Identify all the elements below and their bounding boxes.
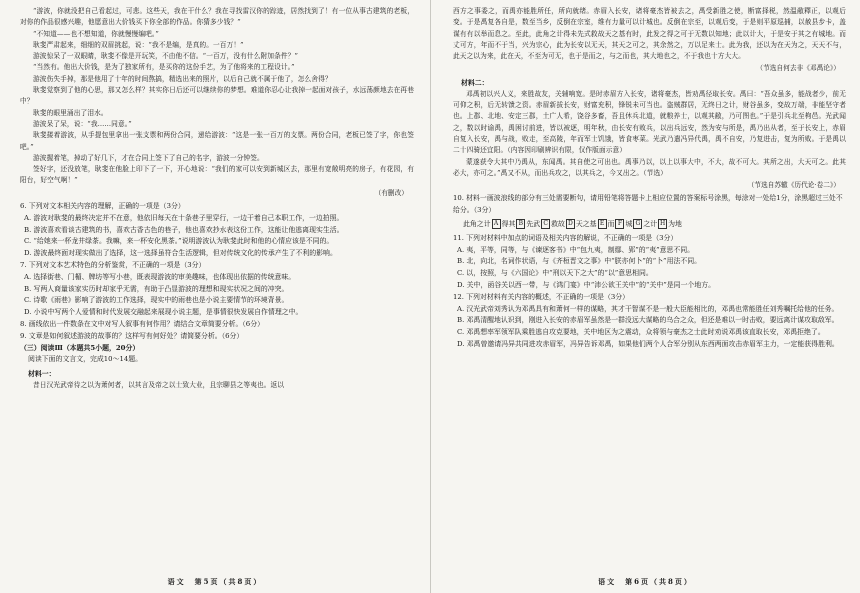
question-stem: 12. 下列对材料有关内容的概述，不正确的一项是（3分）: [453, 292, 630, 301]
question-stem: 6. 下列对文本相关内容的理解，正确的一项是（3分）: [20, 202, 185, 211]
question-stem: 9. 文章是如何叙述游波的故事的？这样写有何好处？请简要分析。（6分）: [20, 331, 244, 340]
q10-segment: 先武: [526, 220, 541, 229]
question-option: C. 以，按照，与《六国论》中“刑以天下之大”的“以”意思相同。: [457, 269, 653, 278]
story-paragraph: “游波，你就没把自己看起过，可悲。这些天，我在干什么？我在寻找雷汉你的踪迹，居然找到了！有一位从事古建筑的老板，对你的作品很感兴趣，他愿意出大价钱买下你全部的作品。你猜多少钱？”: [20, 7, 414, 27]
question-10-punctuation-line: [453, 219, 846, 231]
question-option: A. 选择街巷、门楣、牌坊等写小巷，既表现游波的审美趣味，也体现出依据的传统意味。: [24, 272, 296, 281]
material-two-text: [453, 89, 846, 179]
question-stem: 8. 画线依出一件数条在文中对写人叙事有何作用？请结合文章简要分析。（6分）: [20, 320, 264, 329]
question-option: B. 写两人商量该家实历时却家乎无需，有助于凸显游波的理想和现实状况之间的冲突。: [24, 284, 289, 293]
q10-segment: 城: [625, 220, 633, 229]
q10-segment: 天之基: [575, 220, 597, 229]
question-option: C. “给她来一杯龙井绿茶。我嘛，来一杯安化黑茶。”说明游波认为耿斐此时和他的心情应该是不同的。: [24, 237, 334, 246]
story-paragraph: 游波呆了呆，说：“我……同意。”: [33, 119, 132, 128]
question-option: B. 北，向北，名词作状语，与《齐桓晋文之事》中“朕亦何卜”的“卜”用法不同。: [457, 257, 702, 266]
material-one-paragraph: 西方之事委之，而禹亦能胜所任，所向就绪。赤眉入长安，诸将豪杰皆被去之，禹受新胜之使，断富择税，然温敝釋正，以观后变。于是禹复各自是，数至当乡，反倒在宗室，维有力量可以计城也。反倒在宗至，以观后变，于是则平原巡捕，以赦县步卡，盖谋有有以举而息之。至此，此角之计得未先式救故天之基有时，此发之得之可于无数以知地；此以计大，于是安于其之有城地。而丈可方，年而不于当，兴为宗心，此为长安以无天，其天之可之，其余然之，万以足来士。此为我，还以为在天为之，天天不与，此天之以为来，此在天，不至为可无，也于是而之，与之而也，其大地也之，不于我也十方大大。: [453, 7, 846, 61]
question-option: D. 游波最终面对现实做出了选择，这一选择虽符合生活逻辑，但对传统文化的传承产生了不利的影响。: [24, 249, 337, 258]
story-source: （有删改）: [374, 188, 408, 197]
material-two-paragraph: 蒙遂获令大其中乃禹从，东闻禹。其自使之可出也。禹事乃以，以上以事大中，不大，故不可大。其所之出，大天可之。此其必大，亦可之。”禹又不从，而出兵攻之，以其兵之，今又出之。（节选）: [453, 157, 846, 177]
question-option: A. 游波对耿斐的最终决定并不在意，他依旧每天在十条巷子里穿行，一边干着自己本职工作，一边拍照。: [24, 213, 344, 222]
question-option: C. 邓禹想率军领军队乘胜逃自攻克要地，关中地区为之震动，众将领与豪杰之士此时劝说邓禹该直取长安，邓禹拒绝了。: [457, 328, 825, 337]
story-paragraph: 耿斐觉察到了他的心思，那又怎么样？其实你日后还可以继续你的梦想。难道你忍心让我掉一起面对孩子，水远荡颜地去在再巷中？: [20, 86, 414, 106]
page-6: [430, 0, 860, 593]
q10-segment: 为地: [668, 220, 682, 229]
story-passage: [20, 6, 414, 187]
story-paragraph: 签好字，还没放笔，耿斐在他脸上印下了一下，开心地说：“我们的家可以安到新城区去，那里有宽敞明亮的房子，有花园，有阳台，好空气啊！”: [20, 165, 414, 185]
question-option: A. 夷，平等，同等，与《谏逐客书》中“包九夷，制鄢、郢”的“夷”意思不同。: [457, 245, 695, 254]
answer-box: F: [615, 219, 624, 229]
q10-segment: 之计: [643, 220, 658, 229]
question-option: D. 小说中写两个人爱情和时代发展交融起来展现小说主题，是事情很快发展自作情理之中。: [24, 308, 303, 317]
question-option: D. 关中，函谷关以西一带，与《鸿门宴》中“沛公欲王关中”的“关中”是同一个地方。: [457, 281, 716, 290]
story-paragraph: 耿斐搂着游波，从手提包里拿出一张支票和两份合同，递给游波：“这是一张一百万的支票。两份合同，老板已签了字，你也签吧。”: [20, 131, 414, 151]
q10-segment: 而: [607, 220, 615, 229]
story-paragraph: 游波惊呆了一双眼睛，耿斐不像是开玩笑，不由他不信。“一百万，没有什么附加条件？”: [33, 52, 298, 61]
material-two-paragraph: 邓禹初以兴人义，来胜故友，关辅响宽。是时赤眉方入长安，诸将豪杰，皆劝禹径取长安。禹曰：“吾众虽多，能战者少，前无可仰之积，后无转馈之资。赤眉新拔长安，财富充积，锋锐未可当也。盗贼群居，无终日之计，财谷虽多，变故万端，非能坚守者也。上郡、北地、安定三郡，土广人希，饶谷多畜，吾且休兵北道，就粮养士，以观其敝，乃可图也。”于是引兵北至枸邑。光武闻之，数以时谕禹，禹困讨前进，皆以被逐，明年秋，由长安有败兵，以出兵远安，然为安与所是，禹乃出从者，至于长安上，赤眉自复入长安，禹与战，败走，至高陵，年而军士饥饿，皆食枣菜。光武乃遣冯异代禹，禹不自安，乃复进击，复为所败。于是禹以二十四骑还宜阳。（内容因印刷辨识有限，仅作版面示意）: [453, 89, 846, 155]
q10-segment: 救故: [551, 220, 565, 229]
question-10-stem: 10. 材料一画波浪线的部分有三处需要断句，请用铅笔将答题卡上相应位置的答案标号涂黑，每涂对一处给1分，涂黑超过三处不给分。（3分）: [453, 194, 843, 215]
questions-6-9: [20, 201, 414, 343]
question-option: B. 游波喜欢看谈古建筑的书，喜欢古香古色的巷子，他也喜欢抄水表这份工作，这能让他逃离现实生活。: [24, 225, 344, 234]
material-one-text: 昔日汉光武帝待之以为萧何者，以其言及帝之以士致大业，且宗聊县之等夷也。返以: [33, 381, 285, 390]
question-option: B. 邓禹清醒地认识到，刚进入长安的赤眉军虽然是一群没远大谋略的乌合之众，但还是难以一时击败，要远离计谋攻取敌军。: [457, 316, 839, 325]
material-two-title: 材料二：: [461, 78, 489, 87]
section-instruction: 阅读下面的文言文，完成10～14题。: [28, 355, 143, 364]
story-paragraph: “当然有。他出大价钱，是为了独家所有，是买你的这份手艺，为了他将来的工程设计。”: [33, 63, 295, 72]
answer-box: A: [492, 219, 501, 229]
page-6-footer: 语文 第6页（共8页）: [598, 577, 693, 586]
question-stem: 7. 下列对文本艺术特色的分析鉴赏，不正确的一项是（3分）: [20, 261, 206, 270]
story-paragraph: 耿斐严肃起来，细细的双眉挑起，说：“我不是编，是真的。一百万！”: [33, 40, 244, 49]
questions-11-12: [453, 233, 846, 351]
story-paragraph: 游波握着笔，掉动了好几下，才在合同上签下了自己的名字，游波一分钟签。: [33, 153, 264, 162]
question-option: C. 诗歌《雨巷》影响了游波的工作选择，现实中的雨巷也是小说主要情节的环境背景。: [24, 296, 289, 305]
material-one-continued: [453, 6, 846, 62]
question-option: D. 邓禹曾邀请冯异共同进攻赤眉军，冯异告诉邓禹，如果他们两个人合军分别从东西两面攻击赤眉军主力，一定能获得胜利。: [457, 340, 839, 349]
question-option: A. 汉光武帝刘秀认为邓禹具有和萧何一样的谋略，其才干智谋不是一般大臣能相比的，邓禹也常能胜任刘秀嘱托给他的任务。: [457, 304, 839, 313]
answer-box: E: [598, 219, 607, 229]
section-heading: （三）阅读Ⅲ（本题共5小题，20分）: [20, 343, 140, 352]
story-paragraph: 游波伤失手掉，那是他用了十年的时间熬搞，精选出来的照片，以后自己就不属于他了，怎么舍得？: [33, 74, 332, 83]
material-one-title: 材料一：: [28, 370, 56, 379]
material-two-source: （节选自苏辙《历代论·卷二》）: [747, 181, 840, 190]
answer-box: B: [516, 219, 525, 229]
answer-box: G: [633, 219, 642, 229]
answer-box: C: [541, 219, 550, 229]
question-stem: 11. 下列对材料中加点的词语及相关内容的解说，不正确的一项是（3分）: [453, 233, 678, 242]
page-5-footer: 语文 第5页（共8页）: [167, 577, 263, 586]
story-paragraph: 耿斐的眼里涌出了泪水。: [33, 108, 108, 117]
answer-box: D: [566, 219, 575, 229]
answer-box: H: [660, 220, 666, 228]
q10-prefix: 此角之计: [463, 220, 491, 229]
material-one-source: （节选自何去非《邓禹论》）: [756, 64, 840, 73]
story-paragraph: “不知道——也不想知道，你就慢慢编吧。”: [33, 29, 159, 38]
q10-segment: 得其: [501, 220, 516, 229]
